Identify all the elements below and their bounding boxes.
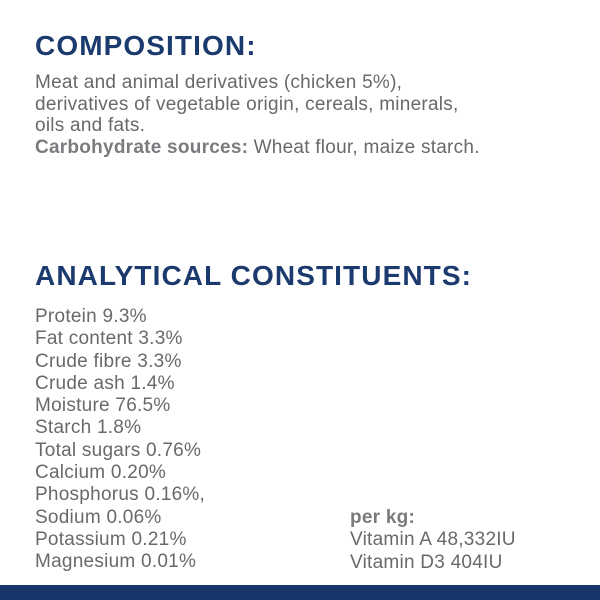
constituent-value: 0.16%, [144, 484, 206, 506]
per-kg-label: per kg: [350, 507, 416, 528]
constituents-list [35, 306, 205, 574]
constituent-value: 76.5% [115, 395, 171, 417]
composition-line [35, 137, 480, 159]
per-kg-block [350, 507, 516, 574]
constituent-name: Moisture [35, 395, 110, 417]
constituent-row [35, 351, 205, 373]
constituent-name: Fat content [35, 328, 133, 350]
composition-line-text: Meat and animal derivatives (chicken 5%), [35, 72, 403, 93]
constituent-row [35, 440, 205, 462]
constituent-name: Phosphorus [35, 484, 139, 506]
constituent-name: Crude ash [35, 372, 125, 394]
constituent-value: 0.06% [106, 506, 162, 528]
constituent-row [35, 328, 205, 350]
constituent-value: 1.4% [130, 372, 175, 394]
constituent-name: Total sugars [35, 439, 141, 461]
composition-line-text: derivatives of vegetable origin, cereals, minerals, [35, 93, 459, 115]
constituent-row [35, 484, 205, 506]
carbohydrate-sources-label: Carbohydrate sources: [35, 137, 249, 159]
vitamin-list [350, 529, 516, 574]
constituent-row [35, 417, 205, 439]
constituent-value: 0.20% [110, 462, 167, 484]
constituent-row [35, 462, 205, 484]
footer-navy-bar [0, 585, 600, 600]
constituent-value: 1.8% [96, 417, 142, 439]
composition-line [35, 115, 480, 137]
constituent-name: Protein [35, 306, 97, 327]
constituent-name: Magnesium [35, 551, 136, 573]
constituent-value: 0.21% [131, 528, 187, 550]
constituent-name: Crude fibre [35, 350, 132, 372]
analytical-constituents-heading: ANALYTICAL CONSTITUENTS: [35, 260, 473, 291]
constituent-value: 0.76% [145, 439, 202, 461]
composition-text [35, 72, 480, 159]
composition-line-text: oils and fats. [35, 115, 146, 137]
constituent-name: Potassium [35, 528, 126, 550]
constituent-row [35, 529, 205, 551]
constituent-row [35, 306, 205, 328]
constituent-row [35, 507, 205, 529]
constituent-name: Sodium [35, 506, 101, 528]
constituent-row [35, 551, 205, 573]
constituent-value: 3.3% [137, 350, 182, 372]
vitamin-line: Vitamin D3 404IU [350, 551, 503, 573]
constituent-value: 0.01% [141, 551, 197, 573]
constituent-name: Calcium [35, 462, 106, 484]
constituent-name: Starch [35, 417, 92, 439]
constituent-row [35, 395, 205, 417]
composition-line [35, 94, 480, 116]
constituent-row [35, 373, 205, 395]
constituent-value: 9.3% [102, 306, 147, 327]
constituent-value: 3.3% [138, 328, 183, 350]
composition-line [35, 72, 480, 94]
vitamin-line: Vitamin A 48,332IU [350, 529, 516, 551]
composition-line-text: Wheat flour, maize starch. [253, 137, 480, 159]
composition-heading: COMPOSITION: [35, 30, 257, 61]
